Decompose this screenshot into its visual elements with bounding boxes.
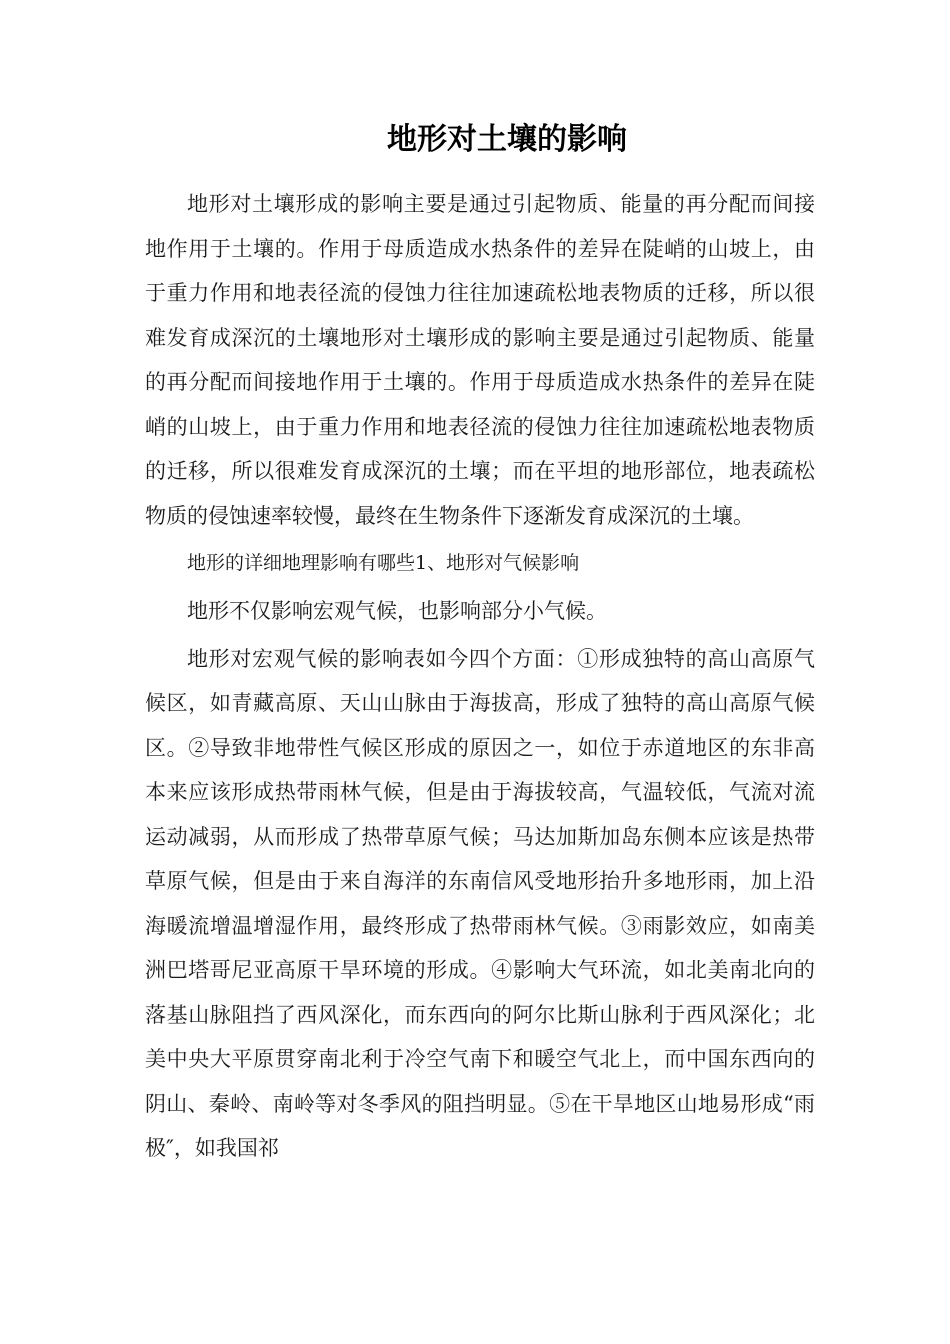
paragraph-climate-intro: 地形不仅影响宏观气候，也影响部分小气候。 (187, 599, 607, 623)
document-body (145, 182, 815, 1171)
document-title: 地形对土壤的影响 (387, 122, 627, 157)
paragraph-subheading: 地形的详细地理影响有哪些1、地形对气候影响 (187, 552, 580, 574)
paragraph-macro-climate: 地形对宏观气候的影响表如今四个方面：①形成独特的高山高原气候区，如青藏高原、天山山脉由于海拔高，形成了独特的高山高原气候区。②导致非地带性气候区形成的原因之一，如位于赤道地区的东非高本来应该形成热带雨林气候，但是由于海拔较高，气温较低，气流对流运动减弱，从而形成了热带草原气候；马达加斯加岛东侧本应该是热带草原气候，但是由于来自海洋的东南信风受地形抬升多地形雨，加上沿海暖流增温增湿作用，最终形成了热带雨林气候。③雨影效应，如南美洲巴塔哥尼亚高原干旱环境的形成。④影响大气环流，如北美南北向的落基山脉阻挡了西风深化，而东西向的阿尔比斯山脉利于西风深化；北美中央大平原贯穿南北利于冷空气南下和暖空气北上，而中国东西向的阴山、秦岭、南岭等对冬季风的阻挡明显。⑤在干旱地区山地易形成“雨极″，如我国祁 (145, 646, 815, 1160)
paragraph-soil-formation: 地形对土壤形成的影响主要是通过引起物质、能量的再分配而间接地作用于土壤的。作用于母质造成水热条件的差异在陡峭的山坡上，由于重力作用和地表径流的侵蚀力往往加速疏松地表物质的迁移，所以很难发育成深沉的土壤地形对土壤形成的影响主要是通过引起物质、能量的再分配而间接地作用于土壤的。作用于母质造成水热条件的差异在陡峭的山坡上，由于重力作用和地表径流的侵蚀力往往加速疏松地表物质的迁移，所以很难发育成深沉的土壤；而在平坦的地形部位，地表疏松物质的侵蚀速率较慢，最终在生物条件下逐渐发育成深沉的土壤。 (145, 192, 815, 528)
